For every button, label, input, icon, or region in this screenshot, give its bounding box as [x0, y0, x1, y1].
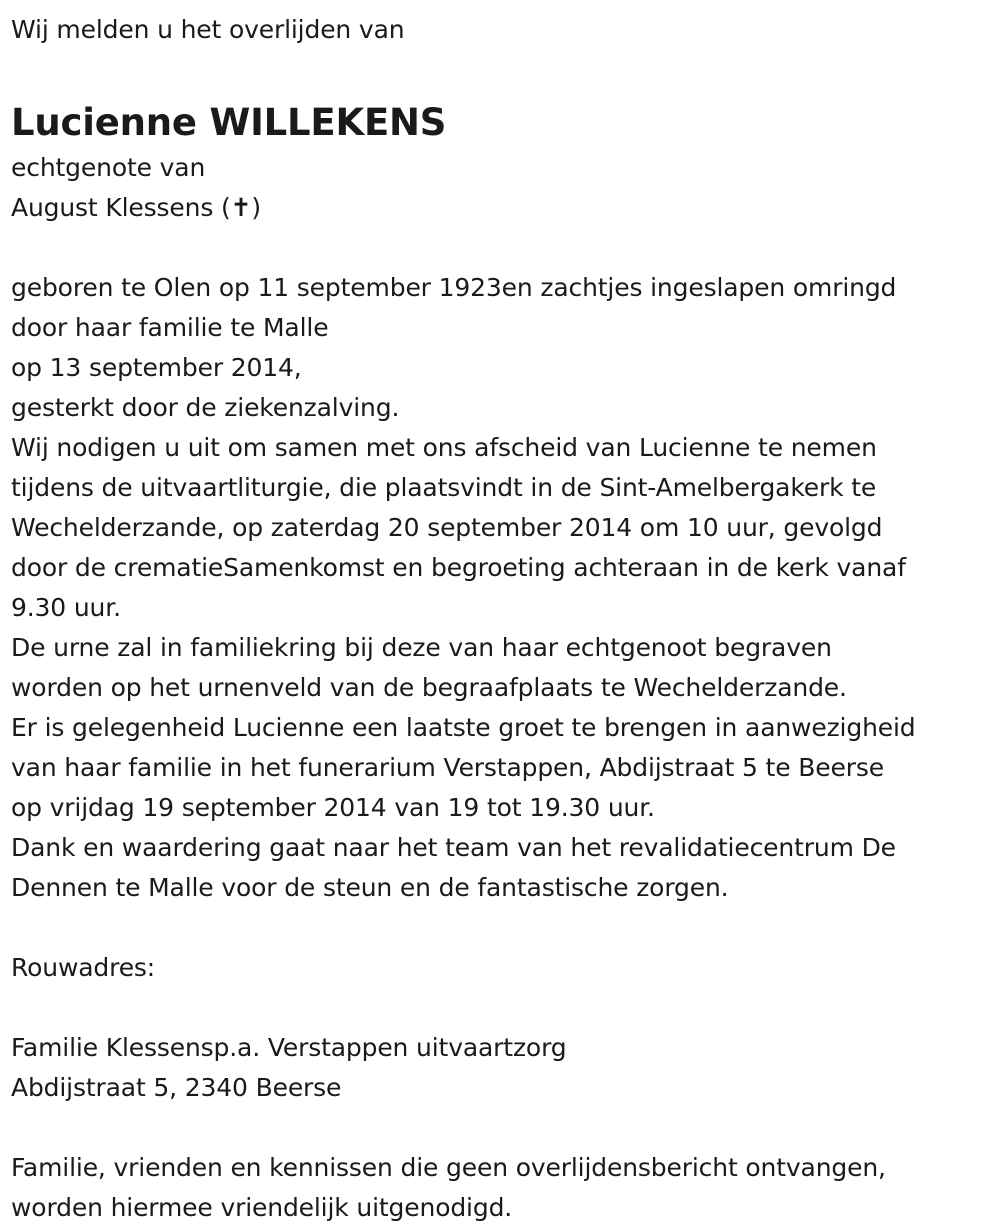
spacer	[11, 1108, 1000, 1148]
spouse-name: August Klessens (✝)	[11, 193, 262, 222]
body-line: op 13 september 2014,	[11, 353, 302, 382]
body-line: gesterkt door de ziekenzalving.	[11, 393, 400, 422]
deceased-name: Lucienne WILLEKENS	[11, 101, 447, 144]
spacer	[11, 908, 1000, 948]
body-line: Wij nodigen u uit om samen met ons afscheid van Lucienne te nemen	[11, 433, 877, 462]
closing-line: worden hiermee vriendelijk uitgenodigd.	[11, 1193, 513, 1222]
body-line: De urne zal in familiekring bij deze van haar echtgenoot begraven	[11, 633, 832, 662]
body-line: door haar familie te Malle	[11, 313, 329, 342]
body-line: worden op het urnenveld van de begraafplaats te Wechelderzande.	[11, 673, 847, 702]
relation-label: echtgenote van	[11, 153, 206, 182]
mourning-address	[11, 1028, 1000, 1108]
address-label: Rouwadres:	[11, 953, 156, 982]
address-line: Abdijstraat 5, 2340 Beerse	[11, 1073, 342, 1102]
intro-text: Wij melden u het overlijden van	[11, 15, 405, 44]
closing-text	[11, 1148, 1000, 1228]
body-line: Wechelderzande, op zaterdag 20 september 2014 om 10 uur, gevolgd	[11, 513, 883, 542]
body-line: 9.30 uur.	[11, 593, 121, 622]
body-line: tijdens de uitvaartliturgie, die plaatsvindt in de Sint-Amelbergakerk te	[11, 473, 877, 502]
spacer	[11, 228, 1000, 268]
address-line: Familie Klessensp.a. Verstappen uitvaartzorg	[11, 1033, 567, 1062]
body-line: Er is gelegenheid Lucienne een laatste groet te brengen in aanwezigheid	[11, 713, 916, 742]
body-line: door de crematieSamenkomst en begroeting achteraan in de kerk vanaf	[11, 553, 906, 582]
notice-body	[11, 268, 1000, 908]
body-line: van haar familie in het funerarium Verstappen, Abdijstraat 5 te Beerse	[11, 753, 884, 782]
closing-line: Familie, vrienden en kennissen die geen overlijdensbericht ontvangen,	[11, 1153, 886, 1182]
body-line: geboren te Olen op 11 september 1923en zachtjes ingeslapen omringd	[11, 273, 897, 302]
body-line: Dennen te Malle voor de steun en de fantastische zorgen.	[11, 873, 729, 902]
body-line: op vrijdag 19 september 2014 van 19 tot 19.30 uur.	[11, 793, 655, 822]
spacer	[11, 988, 1000, 1028]
body-line: Dank en waardering gaat naar het team van het revalidatiecentrum De	[11, 833, 896, 862]
